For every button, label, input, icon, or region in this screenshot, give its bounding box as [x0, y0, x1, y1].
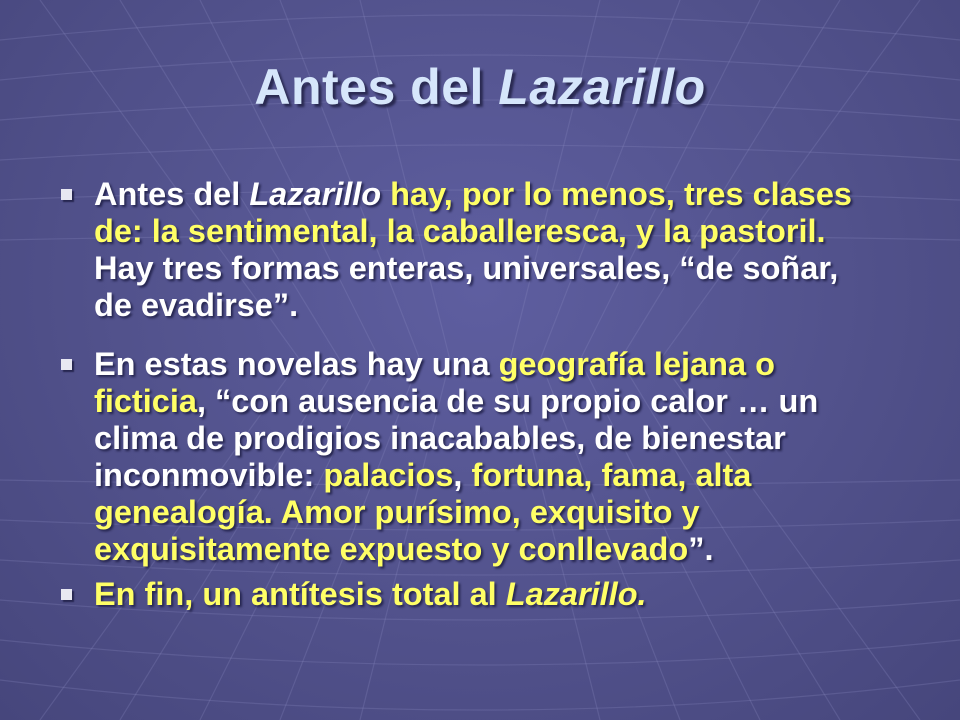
- text-segment: ”.: [688, 531, 714, 567]
- text-segment: Antes del: [94, 176, 250, 212]
- square-bullet-icon: [61, 189, 72, 200]
- bullet-list: [58, 176, 878, 635]
- square-bullet-icon: [61, 359, 72, 370]
- square-bullet-icon: [61, 589, 72, 600]
- text-segment: , “con ausencia de su propio calor … un clima de prodigios inacabables, de bienestar inconmovible:: [94, 383, 819, 493]
- highlight-segment: En fin, un antítesis total al: [94, 576, 506, 612]
- bullet-item-3: [58, 576, 878, 613]
- text-segment: En estas novelas hay una: [94, 346, 499, 382]
- highlight-segment: hay, por lo menos, tres clases de: la sentimental, la caballeresca, y la pastoril.: [94, 176, 852, 249]
- highlight-segment: palacios: [323, 457, 454, 493]
- text-segment: Hay tres formas enteras, universales, “de soñar, de evadirse”.: [94, 250, 839, 323]
- highlight-segment: geografía lejana o ficticia: [94, 346, 775, 419]
- bullet-item-2: [58, 346, 878, 568]
- text-segment-italic: Lazarillo: [249, 176, 382, 212]
- text-segment: ,: [453, 457, 472, 493]
- highlight-segment-italic: Lazarillo.: [505, 576, 647, 612]
- bullet-item-1: [58, 176, 878, 324]
- highlight-segment: fortuna, fama, alta genealogía. Amor purísimo, exquisito y exquisitamente expuesto y conllevado: [94, 457, 752, 567]
- slide-title: Antes del Lazarillo: [254, 59, 706, 115]
